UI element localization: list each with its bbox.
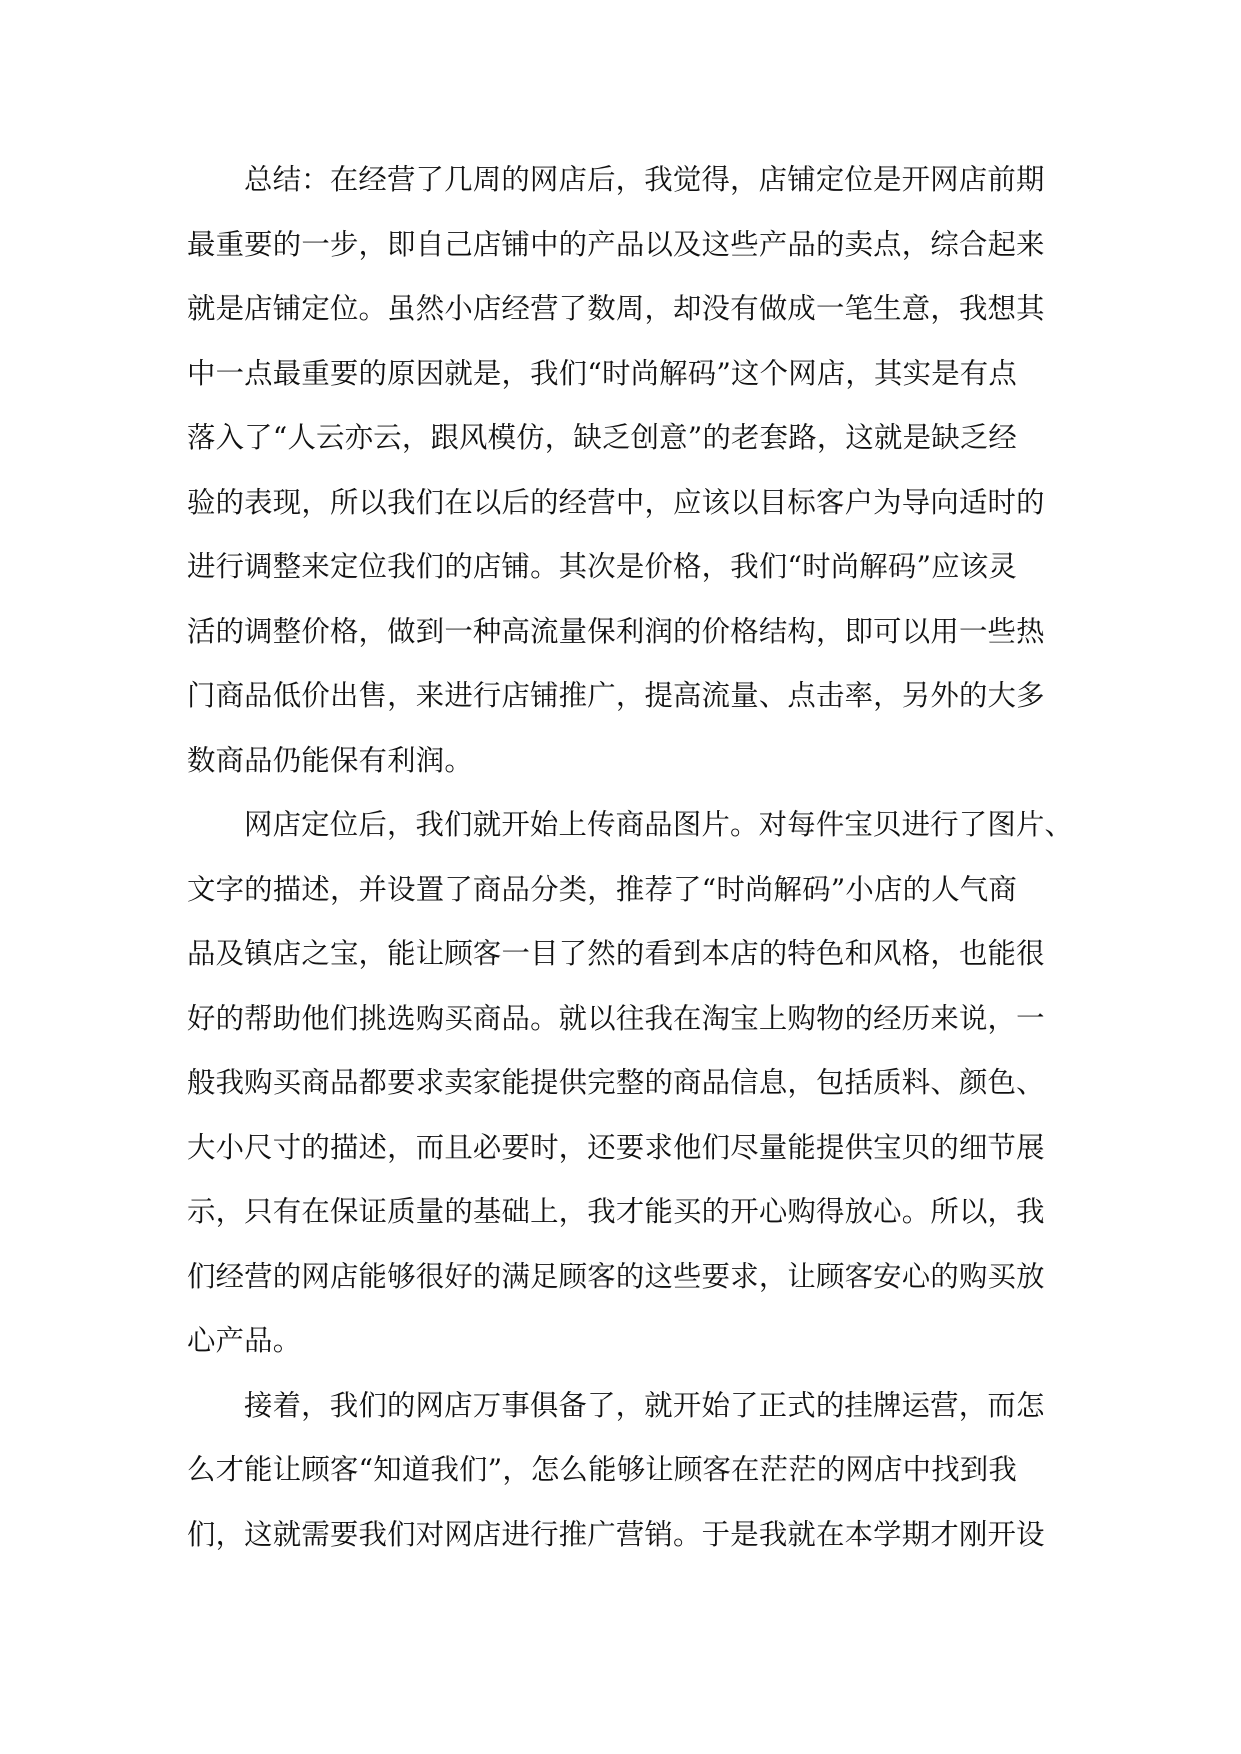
paragraph-line: 们，这就需要我们对网店进行推广营销。于是我就在本学期才刚开设 bbox=[187, 1517, 1045, 1551]
paragraph-line: 么才能让顾客“知道我们”，怎么能够让顾客在茫茫的网店中找到我 bbox=[187, 1453, 1017, 1486]
paragraph-line: 们经营的网店能够很好的满足顾客的这些要求，让顾客安心的购买放 bbox=[187, 1259, 1045, 1293]
paragraph-line: 活的调整价格，做到一种高流量保利润的价格结构，即可以用一些热 bbox=[187, 614, 1045, 648]
paragraph-line: 就是店铺定位。虽然小店经营了数周，却没有做成一笔生意，我想其 bbox=[187, 292, 1045, 325]
paragraph-line: 数商品仍能保有利润。 bbox=[187, 743, 473, 777]
paragraph-line: 网店定位后，我们就开始上传商品图片。对每件宝贝进行了图片、 bbox=[244, 808, 1074, 841]
paragraph-line: 总结：在经营了几周的网店后，我觉得，店铺定位是开网店前期 bbox=[244, 163, 1045, 196]
paragraph-line: 般我购买商品都要求卖家能提供完整的商品信息，包括质料、颜色、 bbox=[187, 1066, 1045, 1099]
paragraph-line: 验的表现，所以我们在以后的经营中，应该以目标客户为导向适时的 bbox=[187, 485, 1045, 519]
paragraph-line: 最重要的一步，即自己店铺中的产品以及这些产品的卖点，综合起来 bbox=[187, 227, 1045, 261]
paragraph-line: 门商品低价出售，来进行店铺推广，提高流量、点击率，另外的大多 bbox=[187, 679, 1045, 712]
paragraph-line: 文字的描述，并设置了商品分类，推荐了“时尚解码”小店的人气商 bbox=[187, 872, 1017, 906]
paragraph-line: 品及镇店之宝，能让顾客一目了然的看到本店的特色和风格，也能很 bbox=[187, 937, 1045, 970]
paragraph-line: 心产品。 bbox=[187, 1324, 302, 1357]
paragraph-line: 示，只有在保证质量的基础上，我才能买的开心购得放心。所以，我 bbox=[187, 1195, 1045, 1228]
paragraph-line: 中一点最重要的原因就是，我们“时尚解码”这个网店，其实是有点 bbox=[187, 356, 1017, 390]
paragraph-line: 接着，我们的网店万事俱备了，就开始了正式的挂牌运营，而怎 bbox=[244, 1388, 1045, 1422]
body-text bbox=[187, 160, 1074, 1579]
paragraph-line: 落入了“人云亦云，跟风模仿，缺乏创意”的老套路，这就是缺乏经 bbox=[187, 421, 1017, 454]
paragraph-line: 进行调整来定位我们的店铺。其次是价格，我们“时尚解码”应该灵 bbox=[187, 550, 1017, 583]
paragraph-line: 好的帮助他们挑选购买商品。就以往我在淘宝上购物的经历来说，一 bbox=[187, 1001, 1045, 1035]
paragraph-line: 大小尺寸的描述，而且必要时，还要求他们尽量能提供宝贝的细节展 bbox=[187, 1130, 1045, 1164]
